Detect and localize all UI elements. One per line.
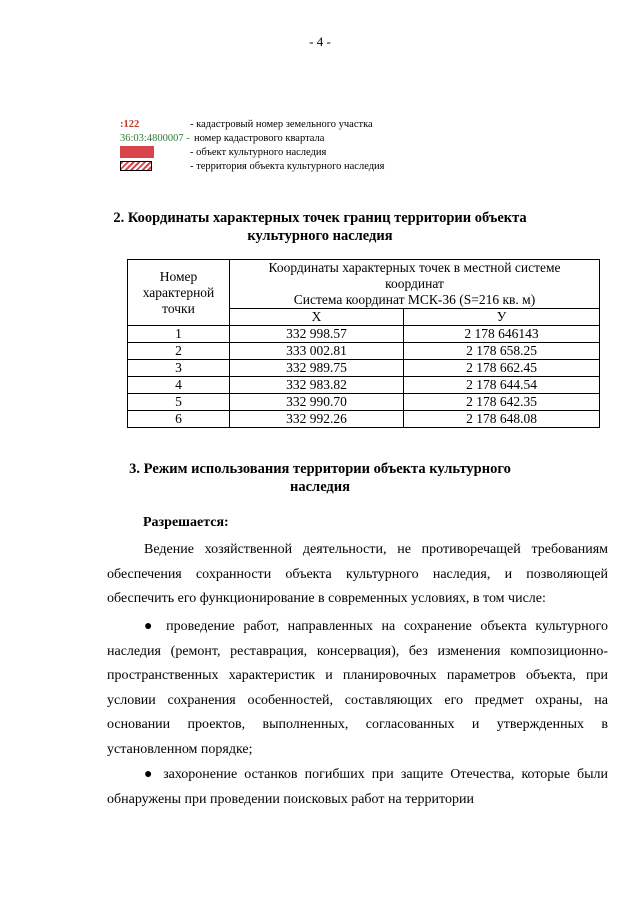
section-2-heading <box>0 209 640 245</box>
point-number: 2 <box>128 343 230 360</box>
page-number: - 4 - <box>309 34 331 49</box>
point-number: 4 <box>128 377 230 394</box>
y-value: 2 178 646143 <box>404 326 600 343</box>
point-number: 5 <box>128 394 230 411</box>
point-number: 3 <box>128 360 230 377</box>
point-number: 1 <box>128 326 230 343</box>
section-3-title-line2: наследия <box>290 479 350 495</box>
y-value: 2 178 662.45 <box>404 360 600 377</box>
point-number-header: Номер характерной точки <box>128 260 230 326</box>
coordinates-table <box>127 259 600 428</box>
section-3-heading <box>0 460 640 496</box>
legend-text-heritage-territory: - территория объекта культурного наследия <box>190 160 385 172</box>
table-row <box>128 411 600 428</box>
point-number: 6 <box>128 411 230 428</box>
paragraph-burial: ● захоронение останков погибших при защите Отечества, которые были обнаружены при проведении поисковых работ на территории <box>107 767 608 807</box>
legend-row-heritage-object <box>120 145 385 159</box>
table-row <box>128 360 600 377</box>
section-2-title-line2: культурного наследия <box>247 228 393 244</box>
y-value: 2 178 658.25 <box>404 343 600 360</box>
coord-header-line3: Система координат МСК-36 (S=216 кв. м) <box>293 292 536 307</box>
legend-text-heritage-object: - объект культурного наследия <box>190 146 327 158</box>
y-value: 2 178 648.08 <box>404 411 600 428</box>
y-header: У <box>404 309 600 326</box>
legend-row-heritage-territory <box>120 159 385 173</box>
coord-header-line2: координат <box>385 276 444 291</box>
coord-header-line1: Координаты характерных точек в местной системе <box>268 260 561 275</box>
section-3-title-line1: 3. Режим использования территории объекта культурного <box>129 461 511 477</box>
paragraph-restoration-works: ● проведение работ, направленных на сохранение объекта культурного наследия (ремонт, реставрация, консервация), без изменения композиционно-пространственных характеристик и планировочных параметров объекта, при условии сохранения особенностей, составляющих его предмет охраны, на основании проектов, выполненных, согласованных и утвержденных в установленном порядке; <box>107 619 608 757</box>
x-header: X <box>230 309 404 326</box>
allowed-label: Разрешается: <box>143 515 229 530</box>
x-value: 332 990.70 <box>230 394 404 411</box>
legend-row-parcel <box>120 117 385 131</box>
legend-text-parcel: - кадастровый номер земельного участка <box>190 118 373 130</box>
y-value: 2 178 644.54 <box>404 377 600 394</box>
legend-row-quarter <box>120 131 385 145</box>
map-legend <box>120 117 385 173</box>
table-row <box>128 326 600 343</box>
table-row <box>128 377 600 394</box>
heritage-territory-swatch <box>120 161 152 171</box>
table-row <box>128 343 600 360</box>
table-row <box>128 394 600 411</box>
legend-key-quarter: 36:03:4800007 - <box>120 132 190 144</box>
coordinates-header <box>230 260 600 309</box>
heritage-object-swatch <box>120 146 154 158</box>
x-value: 332 992.26 <box>230 411 404 428</box>
x-value: 332 989.75 <box>230 360 404 377</box>
legend-text-quarter: номер кадастрового квартала <box>194 132 325 144</box>
x-value: 332 983.82 <box>230 377 404 394</box>
x-value: 332 998.57 <box>230 326 404 343</box>
y-value: 2 178 642.35 <box>404 394 600 411</box>
paragraph-economic-activity: Ведение хозяйственной деятельности, не противоречащей требованиям обеспечения сохранности объекта культурного наследия, и позволяющей обеспечить его функционирование в современных условиях, в том числе: <box>107 542 608 606</box>
section-2-title-line1: 2. Координаты характерных точек границ территории объекта <box>113 210 527 226</box>
x-value: 333 002.81 <box>230 343 404 360</box>
legend-key-parcel: :122 <box>120 118 140 130</box>
